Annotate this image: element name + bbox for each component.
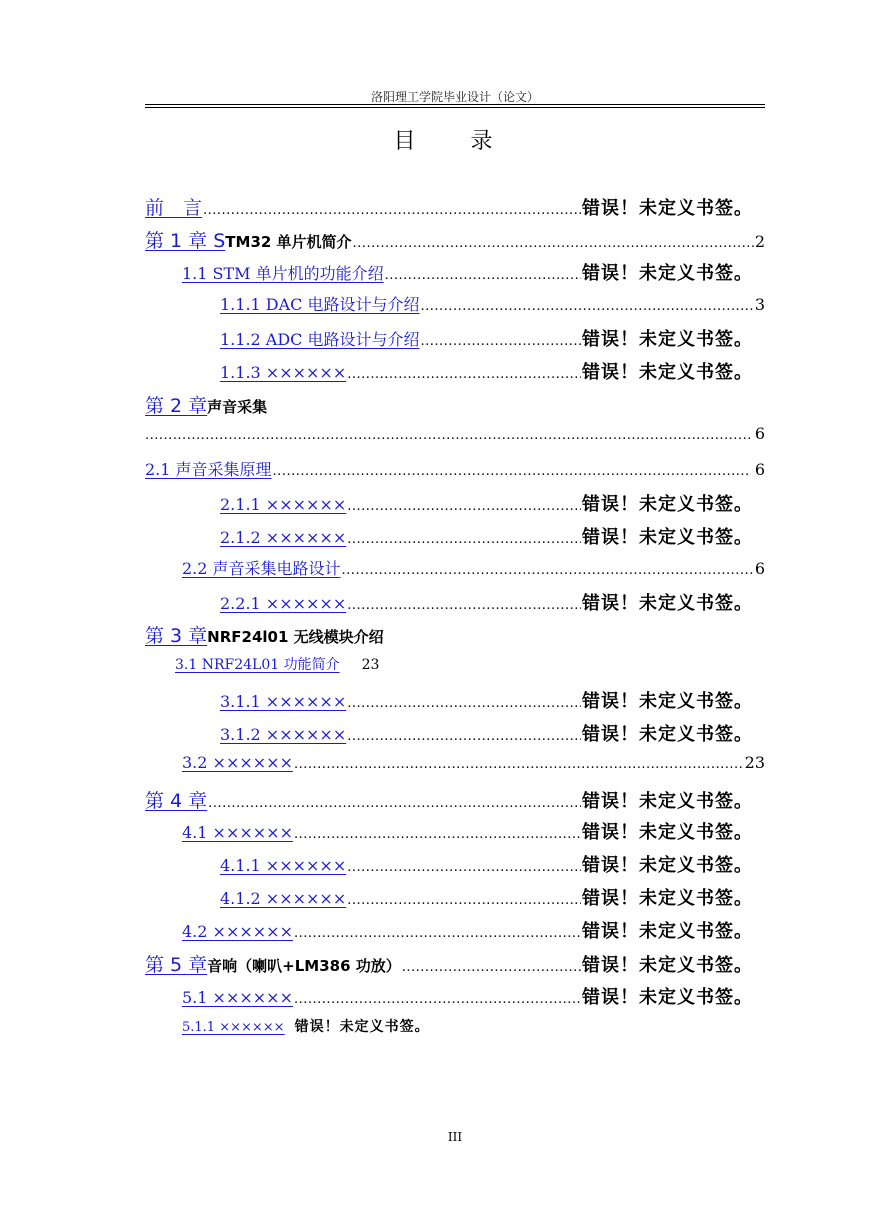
leader-dots: [347, 532, 581, 547]
toc-entry-4-1-1[interactable]: [220, 851, 753, 875]
leader-dots: [402, 960, 581, 975]
error-text: 错误！未定义书签。: [582, 198, 753, 219]
leader-dots: [347, 893, 581, 908]
toc-entry-chapter-1[interactable]: [145, 226, 765, 250]
leader-dots: [203, 203, 581, 218]
toc-chapter-title: 声音采集: [207, 398, 268, 416]
error-text: 错误！未定义书签。: [582, 527, 753, 548]
header-rule-thin: [145, 107, 765, 108]
toc-link[interactable]: 第 2 章: [145, 395, 208, 417]
leader-dots: [347, 860, 581, 875]
leader-dots: [347, 696, 581, 711]
toc-entry-chapter-3[interactable]: [145, 621, 545, 645]
leader-dots: [273, 464, 750, 479]
toc-link[interactable]: 2.2 声音采集电路设计: [182, 559, 341, 578]
toc-link[interactable]: 4.1.1 ××××××: [220, 856, 347, 875]
error-text: 错误！未定义书签。: [294, 1019, 430, 1035]
toc-entry-3-1[interactable]: [175, 654, 475, 678]
toc-entry-2-1[interactable]: [145, 457, 765, 481]
leader-dots: [294, 992, 581, 1007]
leader-dots: [421, 334, 581, 349]
error-text: 错误！未定义书签。: [582, 724, 753, 745]
error-text: 错误！未定义书签。: [582, 362, 753, 383]
error-text: 错误！未定义书签。: [582, 329, 753, 350]
toc-entry-1-1[interactable]: [182, 259, 753, 283]
page-number: 23: [361, 657, 380, 673]
toc-entry-4-1[interactable]: [182, 818, 753, 842]
toc-link[interactable]: 5.1 ××××××: [182, 988, 293, 1007]
leader-dots: [145, 428, 750, 443]
toc-entry-1-1-2[interactable]: [220, 325, 753, 349]
toc-link[interactable]: 第 1 章 S: [145, 230, 226, 252]
toc-link[interactable]: 3.2 ××××××: [182, 753, 293, 772]
leader-dots: [347, 729, 581, 744]
toc-chapter-title: TM32 单片机简介: [225, 233, 352, 251]
page-title: 目 录: [393, 129, 517, 154]
error-text: 错误！未定义书签。: [582, 921, 753, 942]
toc-link[interactable]: 3.1.1 ××××××: [220, 692, 347, 711]
leader-dots: [294, 926, 581, 941]
toc-entry-3-1-2[interactable]: [220, 720, 753, 744]
page-number: 6: [754, 559, 765, 578]
toc-link[interactable]: 4.2 ××××××: [182, 922, 293, 941]
toc-entry-3-1-1[interactable]: [220, 687, 753, 711]
toc-link[interactable]: 1.1.2 ADC 电路设计与介绍: [220, 330, 420, 349]
error-text: 错误！未定义书签。: [582, 855, 753, 876]
toc-entry-2-2-1[interactable]: [220, 589, 753, 613]
toc-entry-4-2[interactable]: [182, 917, 753, 941]
toc-link[interactable]: 2.1.1 ××××××: [220, 495, 347, 514]
toc-link[interactable]: 1.1.3 ××××××: [220, 363, 347, 382]
toc-chapter-title: NRF24l01 无线模块介绍: [207, 628, 384, 646]
leader-dots: [294, 827, 581, 842]
page-number: 2: [754, 232, 765, 251]
toc-entry-5-1-1[interactable]: [182, 1016, 582, 1040]
toc-link[interactable]: 第 5 章: [145, 954, 208, 976]
toc-link[interactable]: 2.2.1 ××××××: [220, 594, 347, 613]
toc-entry-2-1-1[interactable]: [220, 490, 753, 514]
toc-link[interactable]: 4.1.2 ××××××: [220, 889, 347, 908]
leader-dots: [208, 796, 581, 811]
error-text: 错误！未定义书签。: [582, 691, 753, 712]
leader-dots: [385, 268, 581, 283]
page-header: 洛阳理工学院毕业设计（论文）: [370, 90, 539, 104]
page-number: 3: [754, 295, 765, 314]
page-number: 6: [754, 424, 765, 443]
toc-link[interactable]: 1.1 STM 单片机的功能介绍: [182, 264, 384, 283]
toc-link[interactable]: 第 3 章: [145, 625, 208, 647]
leader-dots: [421, 299, 754, 314]
toc-entry-preface[interactable]: [145, 193, 753, 217]
toc-entry-5-1[interactable]: [182, 983, 753, 1007]
toc-chapter-title: 音响（喇叭+LM386 功放）: [207, 957, 401, 975]
leader-dots: [342, 563, 754, 578]
page-number-footer: III: [447, 1130, 463, 1144]
toc-link[interactable]: 2.1 声音采集原理: [145, 460, 272, 479]
toc-entry-chapter-4[interactable]: [145, 786, 753, 810]
toc-link[interactable]: 前 言: [145, 197, 203, 219]
toc-link[interactable]: 5.1.1 ××××××: [182, 1020, 285, 1035]
toc-entry-4-1-2[interactable]: [220, 884, 753, 908]
toc-entry-1-1-1[interactable]: [220, 292, 765, 316]
error-text: 错误！未定义书签。: [582, 822, 753, 843]
toc-link[interactable]: 第 4 章: [145, 790, 208, 812]
toc-entry-chapter-5[interactable]: [145, 950, 753, 974]
page-number: 6: [754, 460, 765, 479]
toc-entry-chapter-2[interactable]: [145, 391, 445, 415]
error-text: 错误！未定义书签。: [582, 955, 753, 976]
error-text: 错误！未定义书签。: [582, 987, 753, 1008]
toc-entry-1-1-3[interactable]: [220, 358, 753, 382]
leader-dots: [347, 499, 581, 514]
leader-dots: [347, 598, 581, 613]
toc-entry-2-1-2[interactable]: [220, 523, 753, 547]
toc-link[interactable]: 3.1.2 ××××××: [220, 725, 347, 744]
error-text: 错误！未定义书签。: [582, 494, 753, 515]
error-text: 错误！未定义书签。: [582, 791, 753, 812]
error-text: 错误！未定义书签。: [582, 888, 753, 909]
toc-link[interactable]: 1.1.1 DAC 电路设计与介绍: [220, 295, 420, 314]
leader-dots: [294, 757, 744, 772]
error-text: 错误！未定义书签。: [582, 593, 753, 614]
toc-link[interactable]: 4.1 ××××××: [182, 823, 293, 842]
toc-entry-3-2[interactable]: [182, 753, 765, 777]
leader-dots: [353, 236, 754, 251]
page-number: 23: [744, 753, 765, 772]
toc-link[interactable]: 2.1.2 ××××××: [220, 528, 347, 547]
leader-dots: [347, 367, 581, 382]
toc-entry-2-2[interactable]: [182, 556, 765, 580]
toc-entry-chapter-2-leader: [145, 424, 765, 448]
toc-link[interactable]: 3.1 NRF24L01 功能简介: [175, 657, 340, 673]
header-rule: [145, 104, 765, 105]
error-text: 错误！未定义书签。: [582, 263, 753, 284]
